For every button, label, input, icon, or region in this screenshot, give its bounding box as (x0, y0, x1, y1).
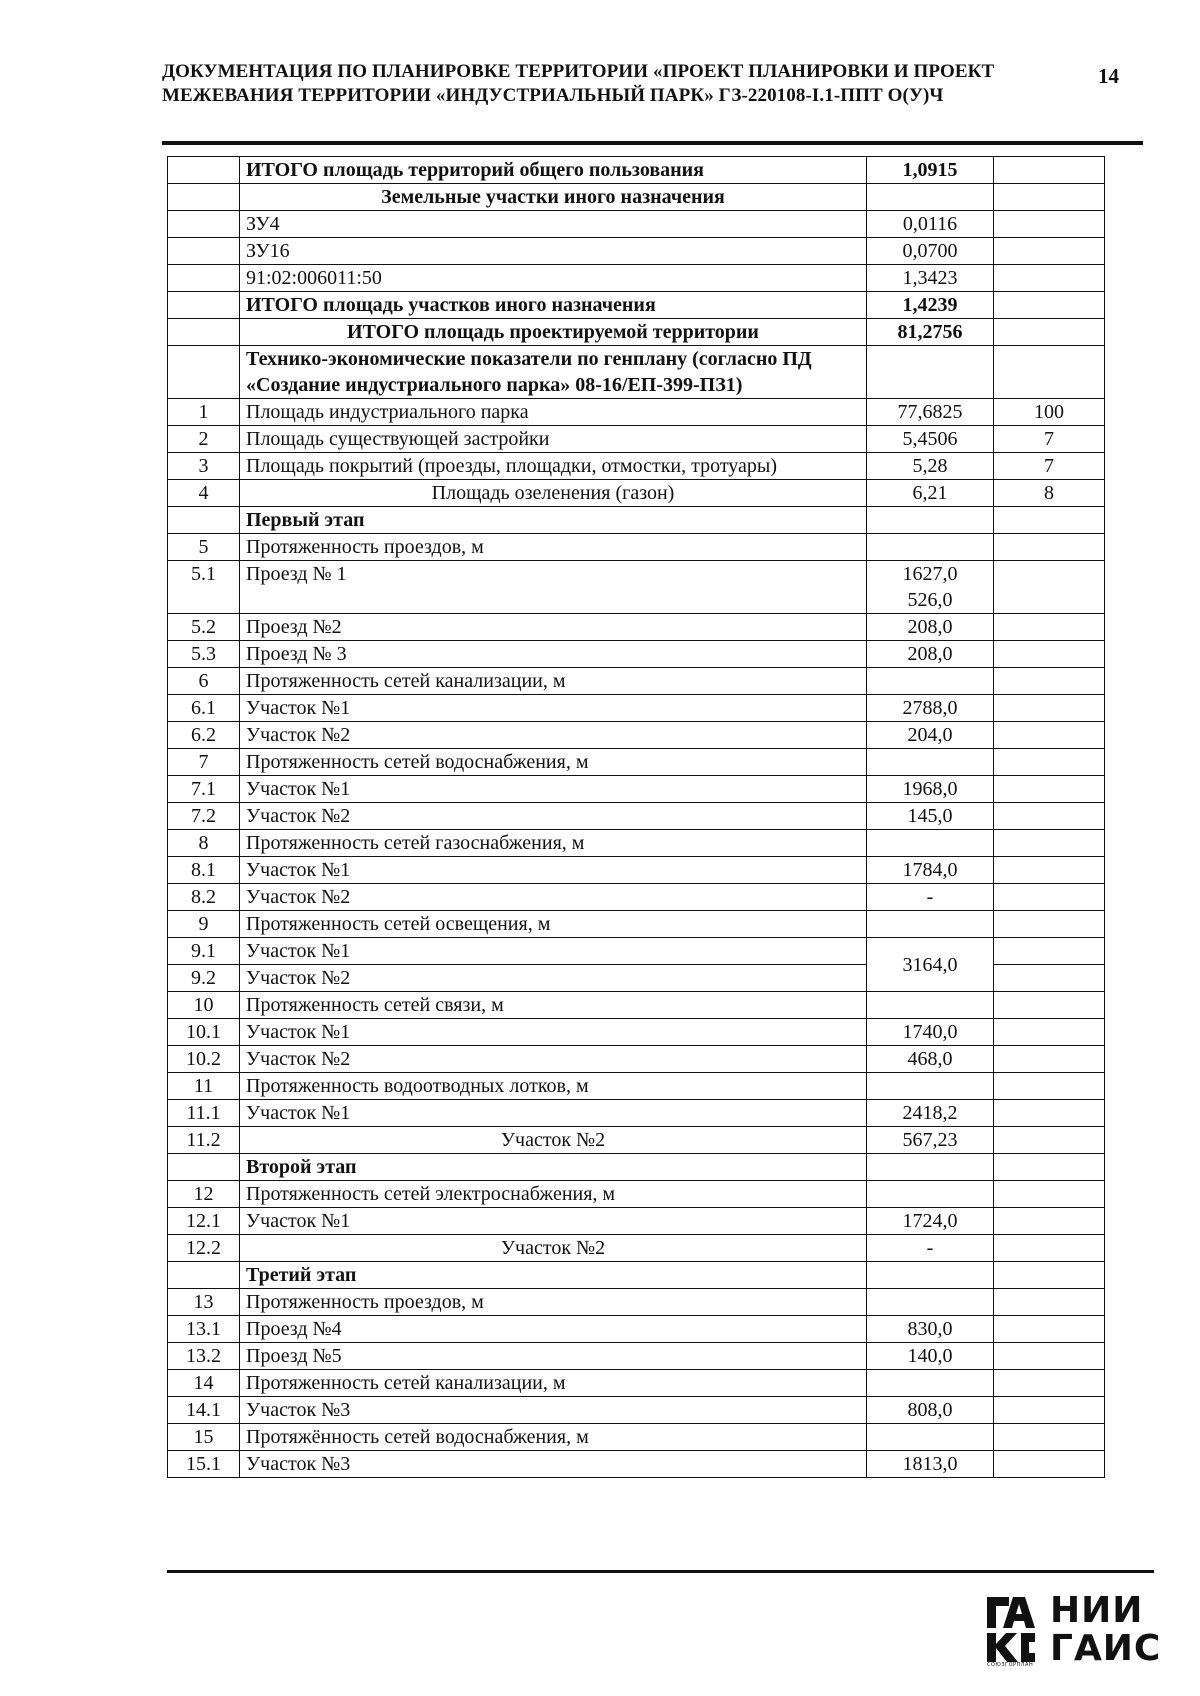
table-row (168, 1073, 1105, 1100)
table-row (168, 1154, 1105, 1181)
row-percent (994, 346, 1105, 399)
row-number: 6.1 (168, 695, 240, 722)
row-value (867, 749, 994, 776)
row-percent (994, 695, 1105, 722)
indicators-table-body (168, 157, 1105, 1478)
row-name: Протяженность сетей электроснабжения, м (240, 1181, 867, 1208)
row-name: ЗУ4 (240, 211, 867, 238)
table-row (168, 695, 1105, 722)
row-percent (994, 1235, 1105, 1262)
footer-divider (167, 1570, 1154, 1573)
row-number: 6.2 (168, 722, 240, 749)
row-number: 8.1 (168, 857, 240, 884)
row-percent (994, 1262, 1105, 1289)
logo-tagline: СОЮЗГОРПЛАН (987, 1662, 1034, 1668)
table-row (168, 749, 1105, 776)
table-row (168, 1370, 1105, 1397)
row-name: Проезд №5 (240, 1343, 867, 1370)
header-line-2: МЕЖЕВАНИЯ ТЕРРИТОРИИ «ИНДУСТРИАЛЬНЫЙ ПАРК» ГЗ-220108-I.1-ППТ О(У)Ч (162, 85, 944, 106)
row-percent (994, 1181, 1105, 1208)
logo-line-2: ГАИС (1050, 1628, 1162, 1669)
row-name: Площадь существующей застройки (240, 426, 867, 453)
row-name: ИТОГО площадь участков иного назначения (240, 292, 867, 319)
row-number: 12.1 (168, 1208, 240, 1235)
row-percent (994, 1424, 1105, 1451)
row-name: Участок №3 (240, 1451, 867, 1478)
row-name: Участок №1 (240, 1208, 867, 1235)
row-value (867, 1073, 994, 1100)
row-value (867, 507, 994, 534)
row-number: 12.2 (168, 1235, 240, 1262)
row-number: 11.1 (168, 1100, 240, 1127)
row-number: 13.1 (168, 1316, 240, 1343)
row-value: 1724,0 (867, 1208, 994, 1235)
row-percent: 8 (994, 480, 1105, 507)
row-value: 2418,2 (867, 1100, 994, 1127)
row-value: 5,28 (867, 453, 994, 480)
row-number: 4 (168, 480, 240, 507)
row-number: 6 (168, 668, 240, 695)
row-number (168, 211, 240, 238)
table-row (168, 1019, 1105, 1046)
header-line-1: ДОКУМЕНТАЦИЯ ПО ПЛАНИРОВКЕ ТЕРРИТОРИИ «ПРОЕКТ ПЛАНИРОВКИ И ПРОЕКТ (162, 61, 995, 82)
row-name: Участок №2 (240, 803, 867, 830)
row-number: 9.2 (168, 965, 240, 992)
row-name: Площадь озеленения (газон) (240, 480, 867, 507)
row-name: Проезд № 3 (240, 641, 867, 668)
row-number: 9 (168, 911, 240, 938)
table-row (168, 911, 1105, 938)
table-row (168, 265, 1105, 292)
row-value: 567,23 (867, 1127, 994, 1154)
row-percent (994, 668, 1105, 695)
indicators-table (167, 156, 1105, 1478)
table-row (168, 1046, 1105, 1073)
row-percent (994, 749, 1105, 776)
row-name: Протяженность сетей освещения, м (240, 911, 867, 938)
table-row (168, 830, 1105, 857)
table-row (168, 884, 1105, 911)
row-number: 10.2 (168, 1046, 240, 1073)
row-percent (994, 1100, 1105, 1127)
row-number: 14 (168, 1370, 240, 1397)
row-name: Участок №1 (240, 776, 867, 803)
row-value (867, 1370, 994, 1397)
table-row (168, 1262, 1105, 1289)
row-name: Второй этап (240, 1154, 867, 1181)
row-percent (994, 884, 1105, 911)
row-value (867, 830, 994, 857)
row-value (867, 1289, 994, 1316)
row-percent (994, 1073, 1105, 1100)
row-value (867, 1424, 994, 1451)
table-row (168, 1127, 1105, 1154)
row-number (168, 292, 240, 319)
row-value: 1968,0 (867, 776, 994, 803)
row-number: 11 (168, 1073, 240, 1100)
row-number: 8.2 (168, 884, 240, 911)
row-number (168, 157, 240, 184)
row-value: - (867, 884, 994, 911)
row-percent (994, 641, 1105, 668)
row-name: Протяженность сетей связи, м (240, 992, 867, 1019)
row-name: Проезд № 1 (240, 561, 867, 614)
row-value (867, 1181, 994, 1208)
row-number (168, 319, 240, 346)
row-name: Площадь индустриального парка (240, 399, 867, 426)
table-row (168, 453, 1105, 480)
table-row (168, 184, 1105, 211)
row-number: 11.2 (168, 1127, 240, 1154)
table-row (168, 319, 1105, 346)
row-percent (994, 965, 1105, 992)
row-name: Участок №1 (240, 1100, 867, 1127)
row-number: 15 (168, 1424, 240, 1451)
row-number: 3 (168, 453, 240, 480)
row-number: 13.2 (168, 1343, 240, 1370)
row-value: 2788,0 (867, 695, 994, 722)
table-row (168, 238, 1105, 265)
row-value: 0,0116 (867, 211, 994, 238)
row-number (168, 1262, 240, 1289)
row-percent (994, 830, 1105, 857)
row-percent (994, 507, 1105, 534)
row-name: Третий этап (240, 1262, 867, 1289)
row-number: 5.2 (168, 614, 240, 641)
row-number: 7.2 (168, 803, 240, 830)
row-percent (994, 1019, 1105, 1046)
row-percent (994, 992, 1105, 1019)
row-percent (994, 1316, 1105, 1343)
row-name: 91:02:006011:50 (240, 265, 867, 292)
row-name: Первый этап (240, 507, 867, 534)
row-percent (994, 561, 1105, 614)
row-name: Протяженность проездов, м (240, 534, 867, 561)
row-percent (994, 534, 1105, 561)
row-name: Участок №2 (240, 722, 867, 749)
row-value (867, 1262, 994, 1289)
row-value: 6,21 (867, 480, 994, 507)
row-name: Протяженность сетей газоснабжения, м (240, 830, 867, 857)
row-number: 1 (168, 399, 240, 426)
row-value: 1,3423 (867, 265, 994, 292)
row-number: 14.1 (168, 1397, 240, 1424)
table-row (168, 480, 1105, 507)
row-value: 1,0915 (867, 157, 994, 184)
row-name: Участок №3 (240, 1397, 867, 1424)
row-name: Участок №2 (240, 884, 867, 911)
row-percent: 7 (994, 453, 1105, 480)
row-value: 808,0 (867, 1397, 994, 1424)
table-row (168, 857, 1105, 884)
row-value: 1740,0 (867, 1019, 994, 1046)
row-percent (994, 803, 1105, 830)
row-percent (994, 911, 1105, 938)
logo-wordmark (1050, 1592, 1161, 1668)
row-name: ИТОГО площадь проектируемой территории (240, 319, 867, 346)
row-percent (994, 265, 1105, 292)
table-row (168, 1208, 1105, 1235)
row-number (168, 346, 240, 399)
row-value (867, 668, 994, 695)
row-number: 12 (168, 1181, 240, 1208)
table-row (168, 211, 1105, 238)
table-row (168, 641, 1105, 668)
row-percent (994, 1397, 1105, 1424)
row-percent (994, 1289, 1105, 1316)
row-percent (994, 938, 1105, 965)
row-name: Участок №2 (240, 1127, 867, 1154)
table-row (168, 1451, 1105, 1478)
row-name: ИТОГО площадь территорий общего пользования (240, 157, 867, 184)
row-percent (994, 319, 1105, 346)
row-number: 15.1 (168, 1451, 240, 1478)
logo-line-1: НИИ (1050, 1590, 1144, 1631)
table-row (168, 722, 1105, 749)
row-number: 5.3 (168, 641, 240, 668)
table-row (168, 561, 1105, 614)
row-name: ЗУ16 (240, 238, 867, 265)
table-row (168, 346, 1105, 399)
row-value-line: 1627,0 (902, 563, 958, 585)
row-name: Земельные участки иного назначения (240, 184, 867, 211)
table-row (168, 1316, 1105, 1343)
row-percent (994, 211, 1105, 238)
table-row (168, 1181, 1105, 1208)
row-name: Протяженность водоотводных лотков, м (240, 1073, 867, 1100)
table-row (168, 938, 1105, 965)
row-number: 5.1 (168, 561, 240, 614)
row-number (168, 184, 240, 211)
row-value (867, 992, 994, 1019)
row-value (867, 346, 994, 399)
row-value: 77,6825 (867, 399, 994, 426)
table-row (168, 426, 1105, 453)
row-value: 468,0 (867, 1046, 994, 1073)
row-name: Площадь покрытий (проезды, площадки, отмостки, тротуары) (240, 453, 867, 480)
row-name: Участок №1 (240, 695, 867, 722)
table-row (168, 1289, 1105, 1316)
row-percent (994, 857, 1105, 884)
row-percent (994, 157, 1105, 184)
row-number: 10.1 (168, 1019, 240, 1046)
header-divider (162, 141, 1143, 145)
page-number: 14 (1098, 64, 1119, 88)
row-number (168, 507, 240, 534)
row-value: 0,0700 (867, 238, 994, 265)
table-row (168, 1343, 1105, 1370)
row-percent (994, 292, 1105, 319)
row-percent (994, 776, 1105, 803)
row-number: 8 (168, 830, 240, 857)
row-name: Технико-экономические показатели по генплану (согласно ПД «Создание индустриального парка» 08-16/ЕП-399-ПЗ1) (240, 346, 867, 399)
row-value: 3164,0 (867, 938, 994, 992)
row-name: Протяженность сетей канализации, м (240, 1370, 867, 1397)
row-number: 7 (168, 749, 240, 776)
document-header (162, 60, 1022, 108)
row-value: 140,0 (867, 1343, 994, 1370)
row-name: Протяженность сетей водоснабжения, м (240, 749, 867, 776)
row-name: Проезд №4 (240, 1316, 867, 1343)
row-name: Участок №1 (240, 938, 867, 965)
row-value: - (867, 1235, 994, 1262)
table-row (168, 776, 1105, 803)
row-value: 1784,0 (867, 857, 994, 884)
table-row (168, 534, 1105, 561)
table-row (168, 507, 1105, 534)
row-name: Протяжённость сетей водоснабжения, м (240, 1424, 867, 1451)
row-number: 13 (168, 1289, 240, 1316)
row-value: 5,4506 (867, 426, 994, 453)
row-number (168, 1154, 240, 1181)
row-percent (994, 184, 1105, 211)
row-value: 830,0 (867, 1316, 994, 1343)
row-value (867, 911, 994, 938)
row-value: 145,0 (867, 803, 994, 830)
table-row (168, 1424, 1105, 1451)
row-percent: 100 (994, 399, 1105, 426)
row-value: 208,0 (867, 641, 994, 668)
row-number: 9.1 (168, 938, 240, 965)
table-row (168, 1235, 1105, 1262)
table-row (168, 292, 1105, 319)
row-value: 1813,0 (867, 1451, 994, 1478)
table-row (168, 1397, 1105, 1424)
row-number: 2 (168, 426, 240, 453)
row-value: 1,4239 (867, 292, 994, 319)
row-percent (994, 238, 1105, 265)
row-name: Участок №2 (240, 1235, 867, 1262)
row-number: 10 (168, 992, 240, 1019)
row-number: 5 (168, 534, 240, 561)
table-row (168, 614, 1105, 641)
row-name: Участок №1 (240, 1019, 867, 1046)
table-row (168, 1100, 1105, 1127)
row-value: 81,2756 (867, 319, 994, 346)
table-row (168, 399, 1105, 426)
row-percent (994, 1370, 1105, 1397)
row-name: Проезд №2 (240, 614, 867, 641)
table-row (168, 668, 1105, 695)
row-number (168, 238, 240, 265)
row-percent (994, 1343, 1105, 1370)
row-number: 7.1 (168, 776, 240, 803)
row-number (168, 265, 240, 292)
row-percent (994, 1451, 1105, 1478)
table-row (168, 803, 1105, 830)
row-name: Участок №1 (240, 857, 867, 884)
row-name: Участок №2 (240, 1046, 867, 1073)
row-percent (994, 1127, 1105, 1154)
row-value: 208,0 (867, 614, 994, 641)
table-row (168, 992, 1105, 1019)
row-percent (994, 1046, 1105, 1073)
row-value-line: 526,0 (907, 589, 953, 611)
row-name: Протяженность проездов, м (240, 1289, 867, 1316)
row-value: 204,0 (867, 722, 994, 749)
row-value (867, 1154, 994, 1181)
row-percent: 7 (994, 426, 1105, 453)
row-value (867, 184, 994, 211)
row-percent (994, 614, 1105, 641)
row-percent (994, 1208, 1105, 1235)
row-percent (994, 722, 1105, 749)
row-name: Участок №2 (240, 965, 867, 992)
table-row (168, 157, 1105, 184)
row-value (867, 534, 994, 561)
row-percent (994, 1154, 1105, 1181)
row-name: Протяженность сетей канализации, м (240, 668, 867, 695)
row-value (867, 561, 994, 614)
